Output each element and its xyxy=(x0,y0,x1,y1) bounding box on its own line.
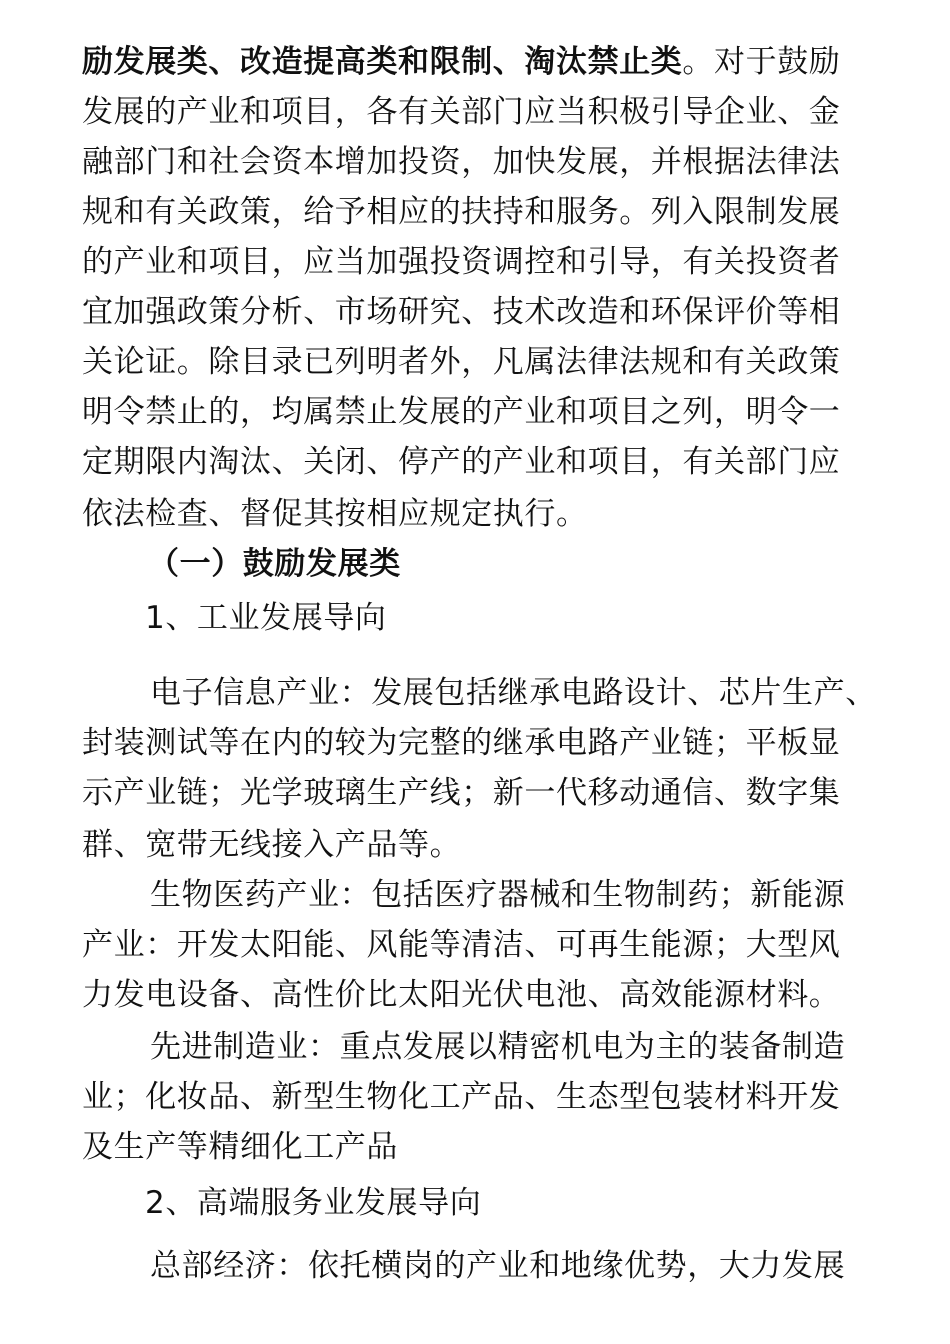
paragraph-line: 规和有关政策，给予相应的扶持和服务。列入限制发展 xyxy=(82,194,841,230)
bio-line: 生物医药产业：包括医疗器械和生物制药；新能源 xyxy=(150,877,846,913)
hq-line: 总部经济：依托横岗的产业和地缘优势，大力发展 xyxy=(150,1248,846,1284)
paragraph-line: 明令禁止的，均属禁止发展的产业和项目之列，明令一 xyxy=(82,394,841,430)
paragraph-line: 融部门和社会资本增加投资，加快发展，并根据法律法 xyxy=(82,144,841,180)
intro-line xyxy=(82,42,840,82)
intro-bold-text: 励发展类、改造提高类和限制、淘汰禁止类 xyxy=(82,44,683,80)
electronics-line: 封装测试等在内的较为完整的继承电路产业链；平板显 xyxy=(82,725,841,761)
manufacturing-line: 业；化妆品、新型生物化工产品、生态型包装材料开发 xyxy=(82,1079,841,1115)
subsection-title: 2、高端服务业发展导向 xyxy=(145,1185,482,1221)
electronics-line: 群、宽带无线接入产品等。 xyxy=(82,827,462,863)
paragraph-line: 宜加强政策分析、市场研究、技术改造和环保评价等相 xyxy=(82,294,841,330)
paragraph-line: 发展的产业和项目，各有关部门应当积极引导企业、金 xyxy=(82,94,841,130)
electronics-line: 电子信息产业：发展包括继承电路设计、芯片生产、 xyxy=(150,675,877,711)
subsection-title: 1、工业发展导向 xyxy=(145,600,387,636)
paragraph-line: 的产业和项目，应当加强投资调控和引导，有关投资者 xyxy=(82,244,841,280)
intro-rest-text: 。对于鼓励 xyxy=(682,44,841,80)
paragraph-line: 定期限内淘汰、关闭、停产的产业和项目，有关部门应 xyxy=(82,444,841,480)
manufacturing-line: 及生产等精细化工产品 xyxy=(82,1129,398,1165)
paragraph-line: 依法检查、督促其按相应规定执行。 xyxy=(82,496,588,532)
paragraph-line: 关论证。除目录已列明者外，凡属法律法规和有关政策 xyxy=(82,344,841,380)
section-title: （一）鼓励发展类 xyxy=(148,546,401,582)
electronics-line: 示产业链；光学玻璃生产线；新一代移动通信、数字集 xyxy=(82,775,841,811)
manufacturing-line: 先进制造业：重点发展以精密机电为主的装备制造 xyxy=(150,1029,846,1065)
bio-line: 力发电设备、高性价比太阳光伏电池、高效能源材料。 xyxy=(82,977,841,1013)
bio-line: 产业：开发太阳能、风能等清洁、可再生能源；大型风 xyxy=(82,927,841,963)
